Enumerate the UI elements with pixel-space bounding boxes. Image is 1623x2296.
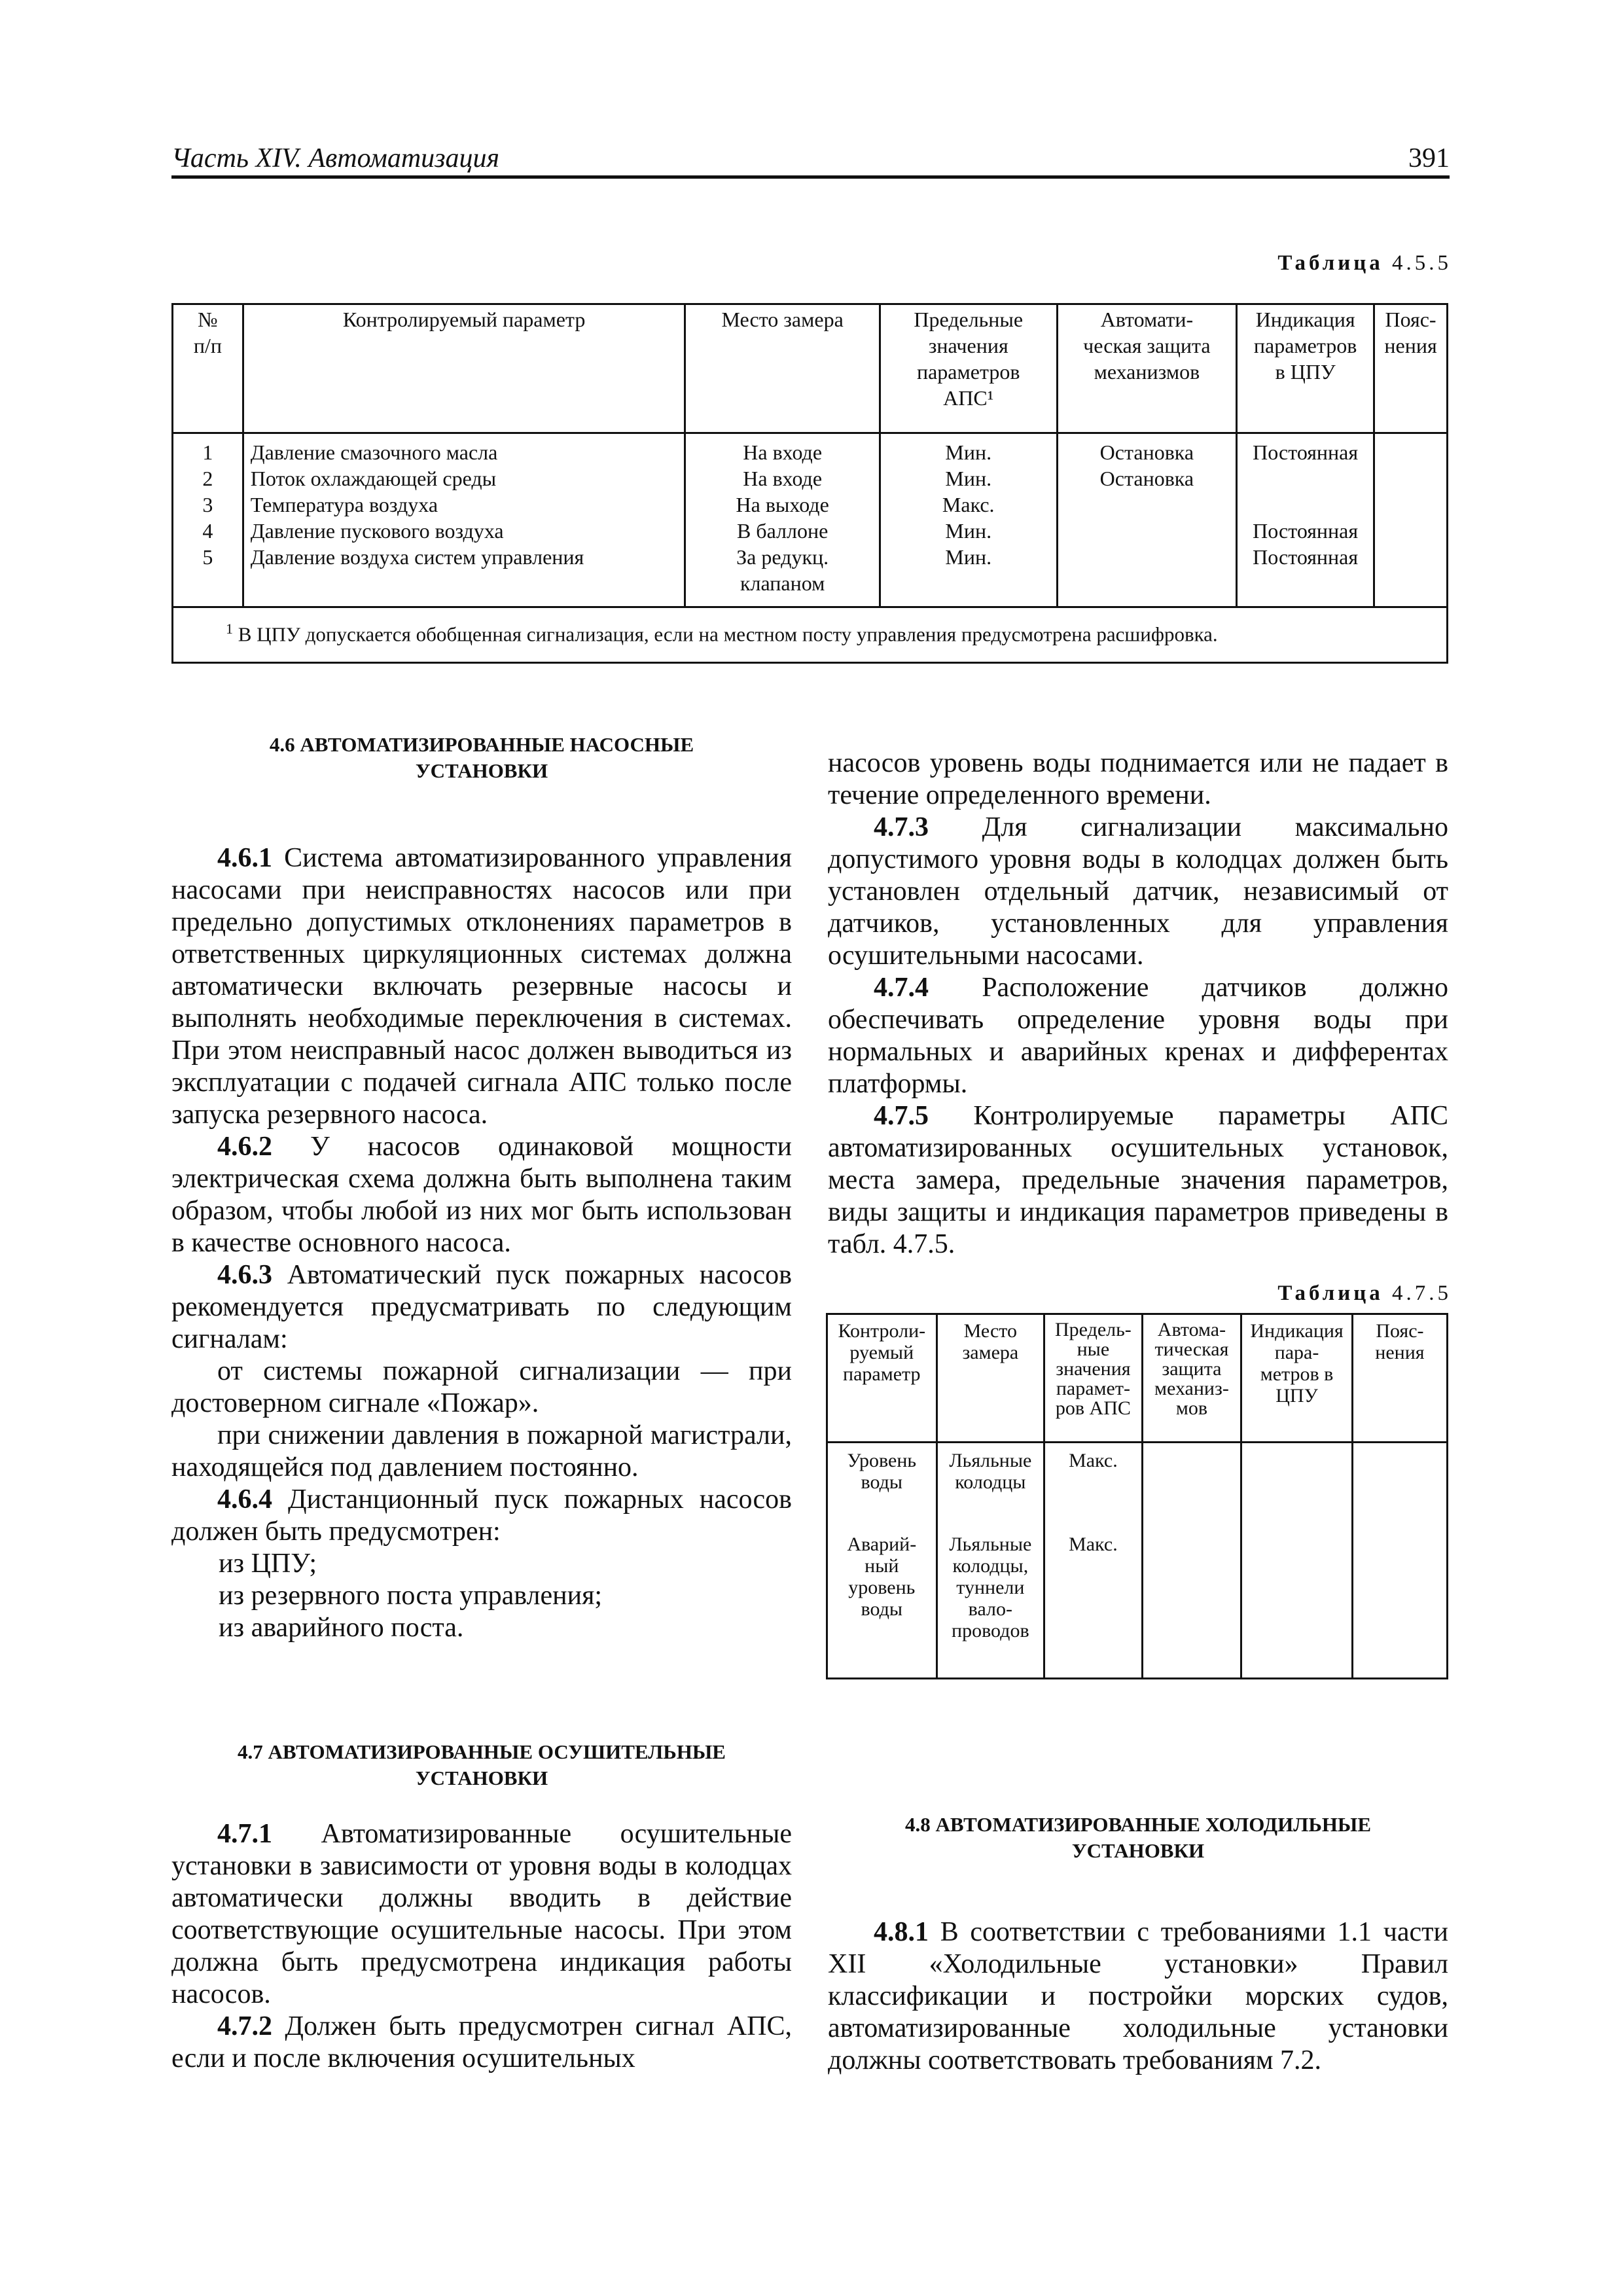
- col-parameters: Давление смазочного масла Поток охлаждающей среды Температура воздуха Давление пускового воздуха Давление воздуха систем управления: [243, 433, 685, 607]
- table-475: [826, 1313, 1448, 1679]
- para-4-7-2: 4.7.2 Должен быть предусмотрен сигнал АПС, если и после включения осушительных: [171, 2011, 792, 2073]
- list-item: из ЦПУ;: [219, 1549, 317, 1579]
- table-caption-number: 4.7.5: [1392, 1282, 1452, 1305]
- th-notes: Пояс- нения: [1352, 1314, 1447, 1443]
- col-notes: [1374, 433, 1448, 607]
- table-455: [171, 303, 1448, 664]
- running-header: Часть XIV. Автоматизация: [171, 143, 500, 173]
- col-limits: Мин. Мин. Макс. Мин. Мин.: [880, 433, 1057, 607]
- th-limits: Предельные значения параметров АПС¹: [880, 304, 1057, 433]
- para-4-8-1: 4.8.1 В соответствии с требованиями 1.1 части XII «Холодильные установки» Правил классификации и постройки морских судов, автоматизированные холодильные установки должны соответствовать требованиям 7.2.: [828, 1917, 1448, 2075]
- page-number: 391: [1408, 143, 1450, 173]
- para-4-7-1: 4.7.1 Автоматизированные осушительные установки в зависимости от уровня воды в колодцах автоматически должны вводить в действие соответствующие осушительные насосы. При этом должна быть предусмотрена индикация работы насосов.: [171, 1819, 792, 2009]
- section-4-7-body-right: [828, 747, 1448, 1261]
- col-limits: Макс. Макс.: [1044, 1443, 1143, 1679]
- para-4-6-3: 4.6.3 Автоматический пуск пожарных насосов рекомендуется предусматривать по следующим сигналам:: [171, 1260, 792, 1354]
- para-4-6-1: 4.6.1 Система автоматизированного управления насосами при неисправностях насосов или при предельно допустимых отклонениях параметров в ответственных циркуляционных системах должна автоматически включать резервные насосы и выполнять необходимые переключения в системах. При этом неисправный насос должен выводиться из эксплуатации с подачей сигнала АПС только после запуска резервного насоса.: [171, 843, 792, 1130]
- table-caption-475: [1277, 1282, 1452, 1306]
- table-header-row: [827, 1314, 1448, 1443]
- table-caption-word: Таблица: [1277, 251, 1383, 275]
- th-protection: Автома- тическая защита механиз- мов: [1142, 1314, 1241, 1443]
- th-parameter: Контроли- руемый параметр: [827, 1314, 937, 1443]
- section-4-7-body-left: [171, 1818, 792, 2075]
- para-4-6-4: 4.6.4 Дистанционный пуск пожарных насосов должен быть предусмотрен:: [171, 1484, 792, 1547]
- col-places: На входе На входе На выходе В баллоне За редукц. клапаном: [685, 433, 880, 607]
- col-places: Льяльные колодцы Льяльные колодцы, туннели вало- проводов: [936, 1443, 1044, 1679]
- section-4-8-heading: 4.8 АВТОМАТИЗИРОВАННЫЕ ХОЛОДИЛЬНЫЕ УСТАНОВКИ: [904, 1813, 1372, 1862]
- para-4-7-4: 4.7.4 Расположение датчиков должно обеспечивать определение уровня воды при нормальных и аварийных кренах и дифферентах платформы.: [828, 973, 1448, 1099]
- col-indication: [1241, 1443, 1353, 1679]
- list-item: из резервного поста управления;: [219, 1581, 603, 1611]
- table-header-row: [173, 304, 1448, 433]
- section-4-7-heading: 4.7 АВТОМАТИЗИРОВАННЫЕ ОСУШИТЕЛЬНЫЕ УСТАНОВКИ: [238, 1740, 726, 1789]
- col-indication: Постоянная Постоянная Постоянная: [1237, 433, 1374, 607]
- th-indication: Индикация параметров в ЦПУ: [1237, 304, 1374, 433]
- th-protection: Автомати- ческая защита механизмов: [1057, 304, 1237, 433]
- table-body-row: [173, 433, 1448, 607]
- header-rule: [171, 175, 1450, 179]
- para-4-7-3: 4.7.3 Для сигнализации максимально допустимого уровня воды в колодцах должен быть установлен отдельный датчик, независимый от датчиков, установленных для управления осушительными насосами.: [828, 812, 1448, 971]
- th-number: № п/п: [173, 304, 243, 433]
- table-footnote: $^1$ В ЦПУ допускается обобщенная сигнализация, если на местном посту управления предусмотрена расшифровка.: [173, 607, 1448, 663]
- para-4-6-2: 4.6.2 У насосов одинаковой мощности электрическая схема должна быть выполнена таким образом, чтобы любой из них мог быть использован в качестве основного насоса.: [171, 1132, 792, 1258]
- col-protection: [1142, 1443, 1241, 1679]
- list-item: из аварийного поста.: [219, 1613, 464, 1643]
- section-4-6-body: [171, 842, 792, 1644]
- th-indication: Индикация пара- метров в ЦПУ: [1241, 1314, 1353, 1443]
- th-parameter: Контролируемый параметр: [243, 304, 685, 433]
- table-caption-word: Таблица: [1277, 1282, 1383, 1305]
- table-footnote-row: [173, 607, 1448, 663]
- col-notes: [1352, 1443, 1447, 1679]
- th-notes: Пояс- нения: [1374, 304, 1448, 433]
- para-4-6-3-b: при снижении давления в пожарной магистрали, находящейся под давлением постоянно.: [171, 1420, 792, 1482]
- th-place: Место замера: [936, 1314, 1044, 1443]
- col-parameters: Уровень воды Аварий- ный уровень воды: [827, 1443, 937, 1679]
- table-caption-number: 4.5.5: [1392, 251, 1452, 275]
- para-4-6-3-a: от системы пожарной сигнализации — при достоверном сигнале «Пожар».: [171, 1356, 792, 1418]
- table-body-row: [827, 1443, 1448, 1679]
- table-caption-455: [1277, 251, 1452, 276]
- para-4-7-2-cont: насосов уровень воды поднимается или не падает в течение определенного времени.: [828, 748, 1448, 810]
- col-numbers: 1 2 3 4 5: [173, 433, 243, 607]
- th-place: Место замера: [685, 304, 880, 433]
- section-4-6-heading: 4.6 АВТОМАТИЗИРОВАННЫЕ НАСОСНЫЕ УСТАНОВКИ: [269, 733, 694, 782]
- para-4-7-5: 4.7.5 Контролируемые параметры АПС автоматизированных осушительных установок, места замера, предельные значения параметров, виды защиты и индикация параметров приведены в табл. 4.7.5.: [828, 1101, 1448, 1259]
- th-limits: Предель- ные значения парамет- ров АПС: [1044, 1314, 1143, 1443]
- col-protection: Остановка Остановка: [1057, 433, 1237, 607]
- section-4-8-body: [828, 1916, 1448, 2077]
